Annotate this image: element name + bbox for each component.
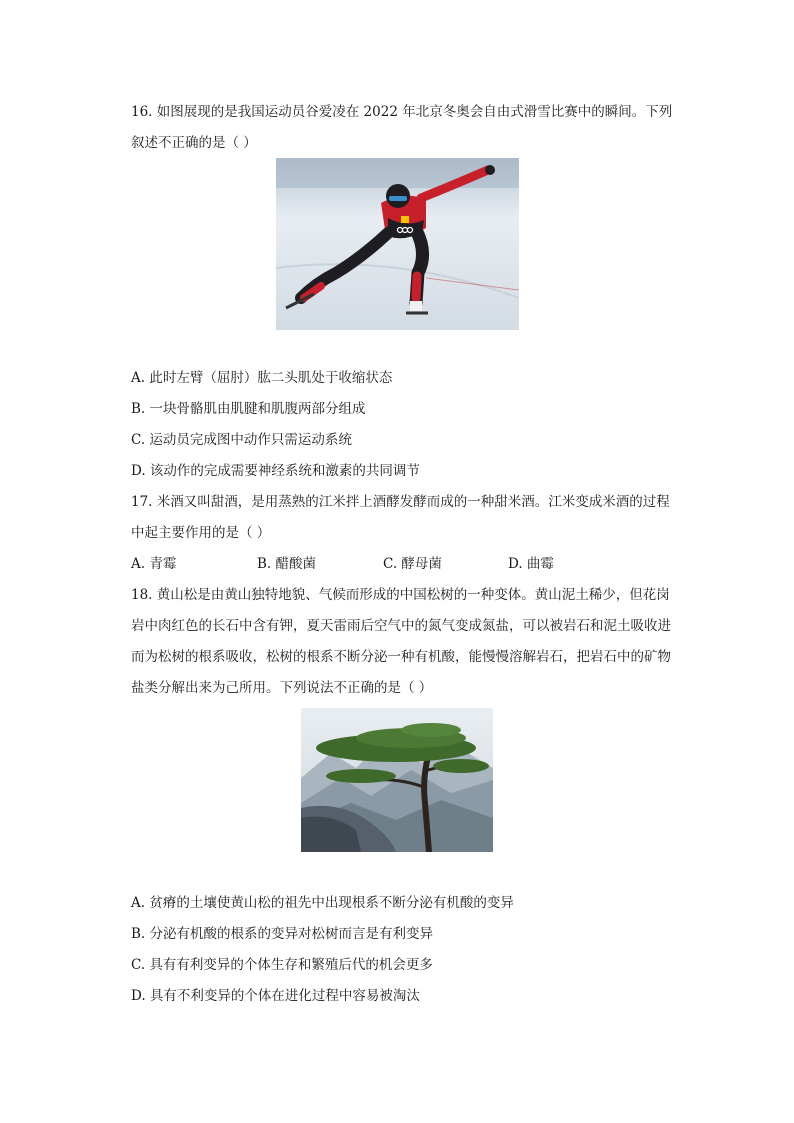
q17-option-c: C. 酵母菌 xyxy=(383,556,442,572)
q16-option-b: B. 一块骨骼肌由肌腱和肌腹两部分组成 xyxy=(131,401,366,417)
q16-stem-line2: 叙述不正确的是（ ） xyxy=(131,135,257,151)
q17-option-b: B. 醋酸菌 xyxy=(257,556,317,572)
speed-skater-image xyxy=(276,158,519,330)
q18-option-a: A. 贫瘠的土壤使黄山松的祖先中出现根系不断分泌有机酸的变异 xyxy=(131,895,514,911)
q17-stem-line1: 17. 米酒又叫甜酒，是用蒸熟的江米拌上酒酵发酵而成的一种甜米酒。江米变成米酒的过程 xyxy=(131,494,670,510)
q17-option-a: A. 青霉 xyxy=(131,556,177,572)
huangshan-pine-image xyxy=(301,708,493,852)
q18-option-c: C. 具有有利变异的个体生存和繁殖后代的机会更多 xyxy=(131,957,433,973)
q18-stem-line3: 而为松树的根系吸收，松树的根系不断分泌一种有机酸，能慢慢溶解岩石，把岩石中的矿物 xyxy=(131,649,671,665)
q18-option-b: B. 分泌有机酸的根系的变异对松树而言是有利变异 xyxy=(131,926,434,942)
q16-option-d: D. 该动作的完成需要神经系统和激素的共同调节 xyxy=(131,463,420,479)
q18-option-d: D. 具有不利变异的个体在进化过程中容易被淘汰 xyxy=(131,988,420,1004)
q18-stem-line1: 18. 黄山松是由黄山独特地貌、气候而形成的中国松树的一种变体。黄山泥土稀少，但花岗 xyxy=(131,587,670,603)
q16-stem-line1: 16. 如图展现的是我国运动员谷爱凌在 2022 年北京冬奥会自由式滑雪比赛中的瞬间。下列 xyxy=(131,104,673,120)
q16-option-a: A. 此时左臂（屈肘）肱二头肌处于收缩状态 xyxy=(131,370,393,386)
q17-stem-line2: 中起主要作用的是（ ） xyxy=(131,525,271,541)
q16-option-c: C. 运动员完成图中动作只需运动系统 xyxy=(131,432,352,448)
q18-stem-line4: 盐类分解出来为己所用。下列说法不正确的是（ ） xyxy=(131,680,433,696)
q17-option-d: D. 曲霉 xyxy=(508,556,554,572)
q18-stem-line2: 岩中肉红色的长石中含有钾，夏天雷雨后空气中的氮气变成氮盐，可以被岩石和泥土吸收进 xyxy=(131,618,671,634)
